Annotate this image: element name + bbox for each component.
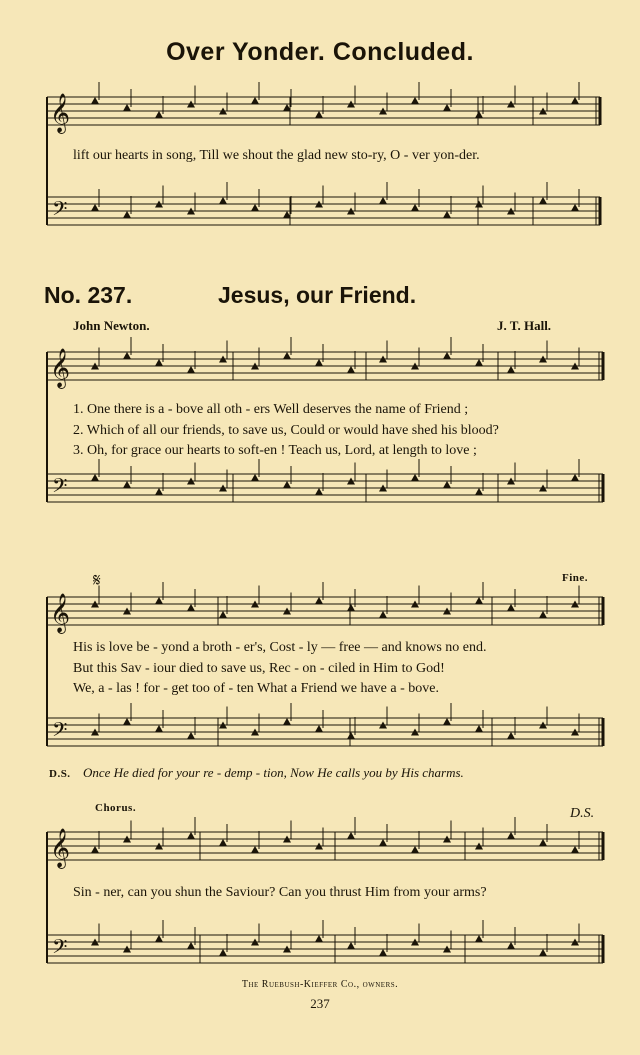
- system-1-treble-clef: 𝄞: [50, 93, 71, 133]
- hymn-title: Jesus, our Friend.: [218, 282, 417, 308]
- system-3-treble-note: [347, 604, 355, 611]
- system-2-bass-note: [283, 481, 291, 488]
- system-3-treble-clef: 𝄞: [50, 593, 71, 633]
- system-2-treble-note: [187, 366, 195, 373]
- system-4-bass-note: [155, 935, 163, 942]
- verse-line-2a: 2. Which of all our friends, to save us, Could or would have shed his blood?: [73, 423, 499, 438]
- system-3-bass-note: [123, 718, 131, 725]
- system-3-bass-note: [283, 718, 291, 725]
- system-3-bass-note: [443, 718, 451, 725]
- system-4-treble-note: [251, 846, 259, 853]
- system-4-treble-note: [411, 846, 419, 853]
- system-4-bass-note: [379, 949, 387, 956]
- system-1-bass-note: [123, 211, 131, 218]
- page-number: 237: [310, 996, 330, 1011]
- system-1-treble-note: [443, 104, 451, 111]
- system-4-treble-note: [91, 846, 99, 853]
- ds-prefix: D.S.: [49, 768, 71, 780]
- system-4-bass-note: [475, 935, 483, 942]
- system-4-bass-note: [507, 942, 515, 949]
- system-4-bass-note: [219, 949, 227, 956]
- system-1-bass-note: [251, 204, 259, 211]
- system-4-treble-note: [379, 839, 387, 846]
- system-1-treble-note: [91, 97, 99, 104]
- verse-line-1b: His is love be - yond a broth - er's, Cost - ly — free — and knows no end.: [73, 640, 487, 655]
- system-4-treble-note: [571, 846, 579, 853]
- system-3-bass-note: [475, 725, 483, 732]
- system-2-bass-note: [251, 474, 259, 481]
- system-2-treble-note: [443, 352, 451, 359]
- system-2-treble-note: [123, 352, 131, 359]
- system-2-bass-note: [411, 474, 419, 481]
- fine-mark: Fine.: [562, 572, 589, 584]
- chorus-lyric-line: Sin - ner, can you shun the Saviour? Can you thrust Him from your arms?: [73, 885, 487, 900]
- system-1-treble-note: [475, 111, 483, 118]
- system-3-bass-clef: 𝄢: [52, 718, 68, 746]
- verse-line-2b: But this Sav - iour died to save us, Rec - on - ciled in Him to God!: [73, 661, 445, 676]
- system-2-bass-note: [91, 474, 99, 481]
- system-3-bass-note: [155, 725, 163, 732]
- system-1-bass-note: [539, 197, 547, 204]
- system-3-treble-note: [155, 597, 163, 604]
- publisher-footer: The Ruebush-Kieffer Co., owners.: [241, 979, 399, 990]
- verse-line-3a: 3. Oh, for grace our hearts to soft-en ! Teach us, Lord, at length to love ;: [73, 443, 477, 458]
- verse-line-1a: 1. One there is a - bove all oth - ers Well deserves the name of Friend ;: [73, 402, 469, 417]
- system-2-bass-clef: 𝄢: [52, 474, 68, 502]
- system-1-treble-note: [315, 111, 323, 118]
- system-2-treble-note: [155, 359, 163, 366]
- top-lyric-line: lift our hearts in song, Till we shout the glad new sto-ry, O - ver yon-der.: [73, 148, 480, 163]
- system-1-bass-note: [91, 204, 99, 211]
- ds-mark: D.S.: [570, 806, 595, 821]
- system-2-treble-note: [283, 352, 291, 359]
- system-3-treble-note: [187, 604, 195, 611]
- system-4-treble-note: [507, 832, 515, 839]
- system-1-bass-note: [219, 197, 227, 204]
- system-4-treble-clef: 𝄞: [50, 828, 71, 868]
- system-4-bass-note: [347, 942, 355, 949]
- system-4-bass-note: [315, 935, 323, 942]
- system-2-bass-note: [123, 481, 131, 488]
- system-1-bass-note: [379, 197, 387, 204]
- system-1-bass-note: [443, 211, 451, 218]
- system-3-treble-note: [315, 597, 323, 604]
- system-3-treble-note: [539, 611, 547, 618]
- system-3-bass-note: [507, 732, 515, 739]
- segno-sign: 𝄋: [93, 570, 101, 590]
- chorus-mark: Chorus.: [95, 802, 137, 814]
- system-3-treble-note: [219, 611, 227, 618]
- words-credit: John Newton.: [73, 318, 150, 333]
- system-2-bass-note: [315, 488, 323, 495]
- system-1-bass-note: [411, 204, 419, 211]
- system-4-treble-note: [347, 832, 355, 839]
- music-credit: J. T. Hall.: [497, 318, 552, 333]
- ds-lyric-line: Once He died for your re - demp - tion, Now He calls you by His charms.: [83, 765, 464, 780]
- system-2-bass-note: [155, 488, 163, 495]
- system-1-treble-note: [251, 97, 259, 104]
- system-1-treble-note: [155, 111, 163, 118]
- page-title: Over Yonder. Concluded.: [166, 38, 474, 66]
- hymn-number: No. 237.: [44, 282, 133, 308]
- system-2-treble-note: [315, 359, 323, 366]
- system-2-treble-note: [507, 366, 515, 373]
- system-4-bass-note: [187, 942, 195, 949]
- system-2-bass-note: [475, 488, 483, 495]
- system-2-bass-note: [571, 474, 579, 481]
- system-4-treble-note: [187, 832, 195, 839]
- system-4-treble-note: [539, 839, 547, 846]
- system-3-treble-note: [379, 611, 387, 618]
- system-2-treble-note: [347, 366, 355, 373]
- verse-line-3b: We, a - las ! for - get too of - ten What a Friend we have a - bove.: [73, 681, 439, 696]
- system-3-treble-note: [507, 604, 515, 611]
- system-1-bass-clef: 𝄢: [52, 197, 68, 225]
- system-4-bass-clef: 𝄢: [52, 935, 68, 963]
- system-1-bass-note: [571, 204, 579, 211]
- system-2-bass-note: [443, 481, 451, 488]
- system-2-treble-note: [475, 359, 483, 366]
- system-2-treble-clef: 𝄞: [50, 348, 71, 388]
- system-3-bass-note: [347, 732, 355, 739]
- system-1-treble-note: [123, 104, 131, 111]
- system-3-bass-note: [315, 725, 323, 732]
- system-4-bass-note: [539, 949, 547, 956]
- system-3-treble-note: [475, 597, 483, 604]
- system-3-bass-note: [187, 732, 195, 739]
- system-4-treble-note: [219, 839, 227, 846]
- system-1-treble-note: [571, 97, 579, 104]
- system-1-treble-note: [411, 97, 419, 104]
